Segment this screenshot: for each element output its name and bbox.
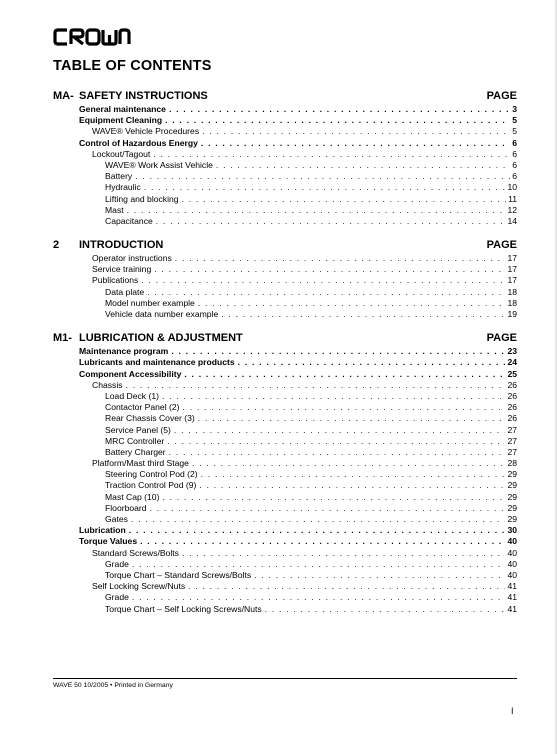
toc-entry-label: Maintenance program (79, 346, 169, 357)
toc-entry-page: 41 (507, 603, 517, 614)
toc-entry-label: Battery (105, 171, 133, 182)
toc-entry[interactable] (53, 126, 517, 137)
toc-entry-page: 5 (512, 126, 517, 137)
section-title: INTRODUCTION (79, 239, 164, 252)
toc-entry-page: 6 (512, 159, 517, 170)
dot-leader (144, 182, 506, 193)
dot-leader (198, 413, 506, 424)
toc-entry[interactable] (53, 458, 517, 469)
toc-entry[interactable] (53, 346, 517, 357)
dot-leader (174, 425, 506, 436)
toc-entry[interactable] (53, 264, 517, 275)
section-code: 2 (53, 239, 60, 252)
toc-entry-label: Control of Hazardous Energy (79, 137, 198, 148)
toc-entry[interactable] (53, 275, 517, 286)
toc-entry-label: Standard Screws/Bolts (92, 547, 179, 558)
dot-leader (156, 216, 506, 227)
toc-entry-page: 27 (507, 424, 517, 435)
toc-entry-page: 26 (507, 402, 517, 413)
toc-entry-label: Model number example (105, 297, 195, 308)
section-heading (53, 90, 517, 104)
toc-entry-label: Gates (105, 514, 128, 524)
footer-text: WAVE 50 10/2005 • Printed in Germany (53, 682, 173, 689)
dot-leader (169, 447, 506, 458)
toc-entry-label: Mast (105, 204, 124, 215)
dot-leader (198, 298, 506, 309)
dot-leader (150, 503, 506, 514)
page-title: TABLE OF CONTENTS (53, 58, 212, 74)
toc-entry-page: 26 (507, 379, 517, 390)
toc-entry-label: Lifting and blocking (105, 193, 179, 204)
toc-entry-page: 40 (507, 547, 517, 558)
toc-entry-label: WAVE® Vehicle Procedures (92, 126, 200, 137)
toc-entry-label: Floorboard (105, 502, 147, 513)
toc-entry[interactable] (53, 149, 517, 160)
toc-entry-page: 40 (507, 558, 517, 569)
toc-entry[interactable] (53, 369, 517, 380)
section-page-label: PAGE (486, 332, 517, 345)
toc-entry-page: 27 (507, 435, 517, 446)
toc-entry[interactable] (53, 604, 517, 615)
toc-entry[interactable] (53, 559, 517, 570)
dot-leader (129, 525, 506, 536)
toc-entry-label: Contactor Panel (2) (105, 402, 180, 413)
section-code: M1- (53, 332, 72, 345)
toc-entry[interactable] (53, 253, 517, 264)
toc-entry-page: 29 (507, 491, 517, 502)
dot-leader (140, 536, 505, 547)
toc-entry-label: Grade (105, 592, 129, 603)
toc-entry-page: 6 (512, 148, 517, 159)
toc-entry-label: Torque Values (79, 536, 138, 547)
toc-entry-page: 3 (512, 104, 517, 114)
toc-entry[interactable] (53, 287, 517, 298)
dot-leader (201, 469, 506, 480)
dot-leader (175, 253, 506, 264)
toc-entry[interactable] (53, 115, 517, 126)
toc-entry-label: Equipment Cleaning (79, 115, 163, 126)
toc-entry-label: Publications (92, 275, 139, 286)
toc-entry-page: 24 (507, 357, 517, 368)
toc-entry[interactable] (53, 391, 517, 402)
toc-entry[interactable] (53, 182, 517, 193)
toc-entry[interactable] (53, 480, 517, 491)
toc-entry-label: Chassis (92, 379, 123, 390)
toc-entry-label: Data plate (105, 286, 145, 297)
toc-entry-label: Self Locking Screw/Nuts (92, 581, 186, 592)
toc-entry-label: General maintenance (79, 104, 166, 114)
toc-entry[interactable] (53, 503, 517, 514)
toc-entry-label: Traction Control Pod (9) (105, 480, 197, 491)
dot-leader (167, 436, 505, 447)
toc-entry[interactable] (53, 380, 517, 391)
toc-entry-label: Service training (92, 264, 152, 275)
toc-entry-page: 26 (507, 390, 517, 401)
toc-entry-page: 18 (507, 297, 517, 308)
toc-entry-label: Service Panel (5) (105, 424, 171, 435)
dot-leader (169, 104, 510, 115)
toc-entry-label: Lockout/Tagout (92, 148, 151, 159)
toc-entry[interactable] (53, 425, 517, 436)
toc-entry-label: Mast Cap (10) (105, 491, 160, 502)
dot-leader (162, 492, 505, 503)
toc-entry[interactable] (53, 525, 517, 536)
toc-entry-label: Battery Charger (105, 446, 166, 457)
toc-entry-label: Platform/Mast third Stage (92, 458, 189, 469)
toc-entry-label: Lubricants and maintenance products (79, 357, 235, 368)
toc-entry[interactable] (53, 469, 517, 480)
dot-leader (238, 357, 506, 368)
dot-leader (192, 458, 505, 469)
toc-entry-label: Load Deck (1) (105, 390, 159, 401)
toc-entry[interactable] (53, 309, 517, 320)
dot-leader (131, 514, 506, 525)
dot-leader (132, 559, 506, 570)
dot-leader (165, 115, 510, 126)
toc-entry[interactable] (53, 171, 517, 182)
toc-entry[interactable] (53, 138, 517, 149)
toc-entry[interactable] (53, 413, 517, 424)
dot-leader (135, 171, 510, 182)
toc-entry-page: 19 (507, 309, 517, 319)
toc-entry-label: Hydraulic (105, 182, 141, 193)
toc-section (53, 332, 517, 615)
toc-entry-page: 14 (507, 215, 517, 226)
dot-leader (126, 380, 506, 391)
toc-entry-label: Steering Control Pod (2) (105, 469, 198, 480)
toc-entry-page: 41 (507, 592, 517, 603)
toc-entry-page: 11 (508, 193, 517, 204)
toc-entry[interactable] (53, 160, 517, 171)
toc-entry-page: 25 (507, 368, 517, 379)
toc-entry-page: 17 (507, 253, 517, 264)
section-heading (53, 332, 517, 346)
dot-leader (183, 402, 506, 413)
dot-leader (199, 480, 505, 491)
toc-entry[interactable] (53, 536, 517, 547)
toc-entry[interactable] (53, 581, 517, 592)
section-title: LUBRICATION & ADJUSTMENT (79, 332, 243, 345)
section-heading (53, 239, 517, 253)
toc-entry-label: Torque Chart – Standard Screws/Bolts (105, 569, 252, 580)
toc-entry[interactable] (53, 447, 517, 458)
toc-entry[interactable] (53, 357, 517, 368)
toc-entry-page: 40 (507, 569, 517, 580)
dot-leader (162, 391, 505, 402)
dot-leader (147, 287, 505, 298)
section-title: SAFETY INSTRUCTIONS (79, 90, 208, 102)
dot-leader (254, 570, 505, 581)
toc-entry[interactable] (53, 570, 517, 581)
toc-entry-label: Torque Chart – Self Locking Screws/Nuts (105, 603, 262, 614)
toc-entry-label: WAVE® Work Assist Vehicle (105, 159, 213, 170)
page-number: I (511, 706, 514, 716)
dot-leader (216, 160, 510, 171)
dot-leader (221, 309, 505, 320)
toc-entry-page: 17 (507, 264, 517, 275)
toc-entry-page: 10 (507, 182, 517, 193)
toc-entry[interactable] (53, 205, 517, 216)
toc-entry-page: 27 (507, 446, 517, 457)
toc-entry[interactable] (53, 194, 517, 205)
toc-entry[interactable] (53, 298, 517, 309)
section-page-label: PAGE (486, 239, 517, 252)
toc-entry-label: Lubrication (79, 525, 126, 536)
toc-entry-label: MRC Controller (105, 435, 165, 446)
dot-leader (132, 592, 506, 603)
section-page-label: PAGE (486, 90, 517, 102)
toc-entry-label: Component Accessibility (79, 368, 182, 379)
dot-leader (184, 369, 505, 380)
toc-entry-page: 17 (507, 275, 517, 286)
toc-entry-page: 29 (507, 502, 517, 513)
toc-entry[interactable] (53, 514, 517, 525)
dot-leader (127, 205, 506, 216)
toc-entry[interactable] (53, 104, 517, 115)
dot-leader (182, 548, 506, 559)
toc-entry-page: 40 (507, 536, 517, 547)
toc-entry-label: Vehicle data number example (105, 309, 219, 319)
dot-leader (153, 149, 510, 160)
dot-leader (182, 194, 507, 205)
dot-leader (202, 126, 510, 137)
toc-entry-page: 29 (507, 480, 517, 491)
toc-entry-page: 6 (512, 137, 517, 148)
footer-divider (53, 678, 517, 679)
section-code: MA- (53, 90, 74, 102)
toc-entry-page: 26 (507, 413, 517, 424)
toc-entry-page: 6 (512, 171, 517, 182)
dot-leader (154, 264, 505, 275)
dot-leader (188, 581, 505, 592)
toc-entry-page: 12 (507, 204, 517, 215)
toc-entry[interactable] (53, 402, 517, 413)
toc-entry-page: 28 (507, 458, 517, 469)
toc-entry-page: 29 (507, 514, 517, 524)
toc-section (53, 90, 517, 227)
dot-leader (171, 346, 505, 357)
toc-entry[interactable] (53, 216, 517, 227)
toc-entry-page: 5 (512, 115, 517, 126)
toc-entry[interactable] (53, 592, 517, 603)
toc-entry-page: 18 (507, 286, 517, 297)
toc-entry-page: 30 (507, 525, 517, 536)
toc-entry[interactable] (53, 436, 517, 447)
dot-leader (141, 275, 505, 286)
toc-entry-label: Operator instructions (92, 253, 172, 264)
toc-entry[interactable] (53, 492, 517, 503)
table-of-contents (53, 90, 517, 627)
toc-entry-label: Grade (105, 558, 129, 569)
toc-entry-page: 23 (507, 346, 517, 357)
toc-entry-page: 29 (507, 469, 517, 480)
crown-logo (53, 26, 131, 48)
toc-entry-label: Capacitance (105, 215, 153, 226)
toc-entry-page: 41 (507, 581, 517, 592)
toc-entry-label: Rear Chassis Cover (3) (105, 413, 195, 424)
dot-leader (265, 604, 506, 615)
dot-leader (201, 138, 510, 149)
toc-section (53, 239, 517, 320)
toc-entry[interactable] (53, 548, 517, 559)
